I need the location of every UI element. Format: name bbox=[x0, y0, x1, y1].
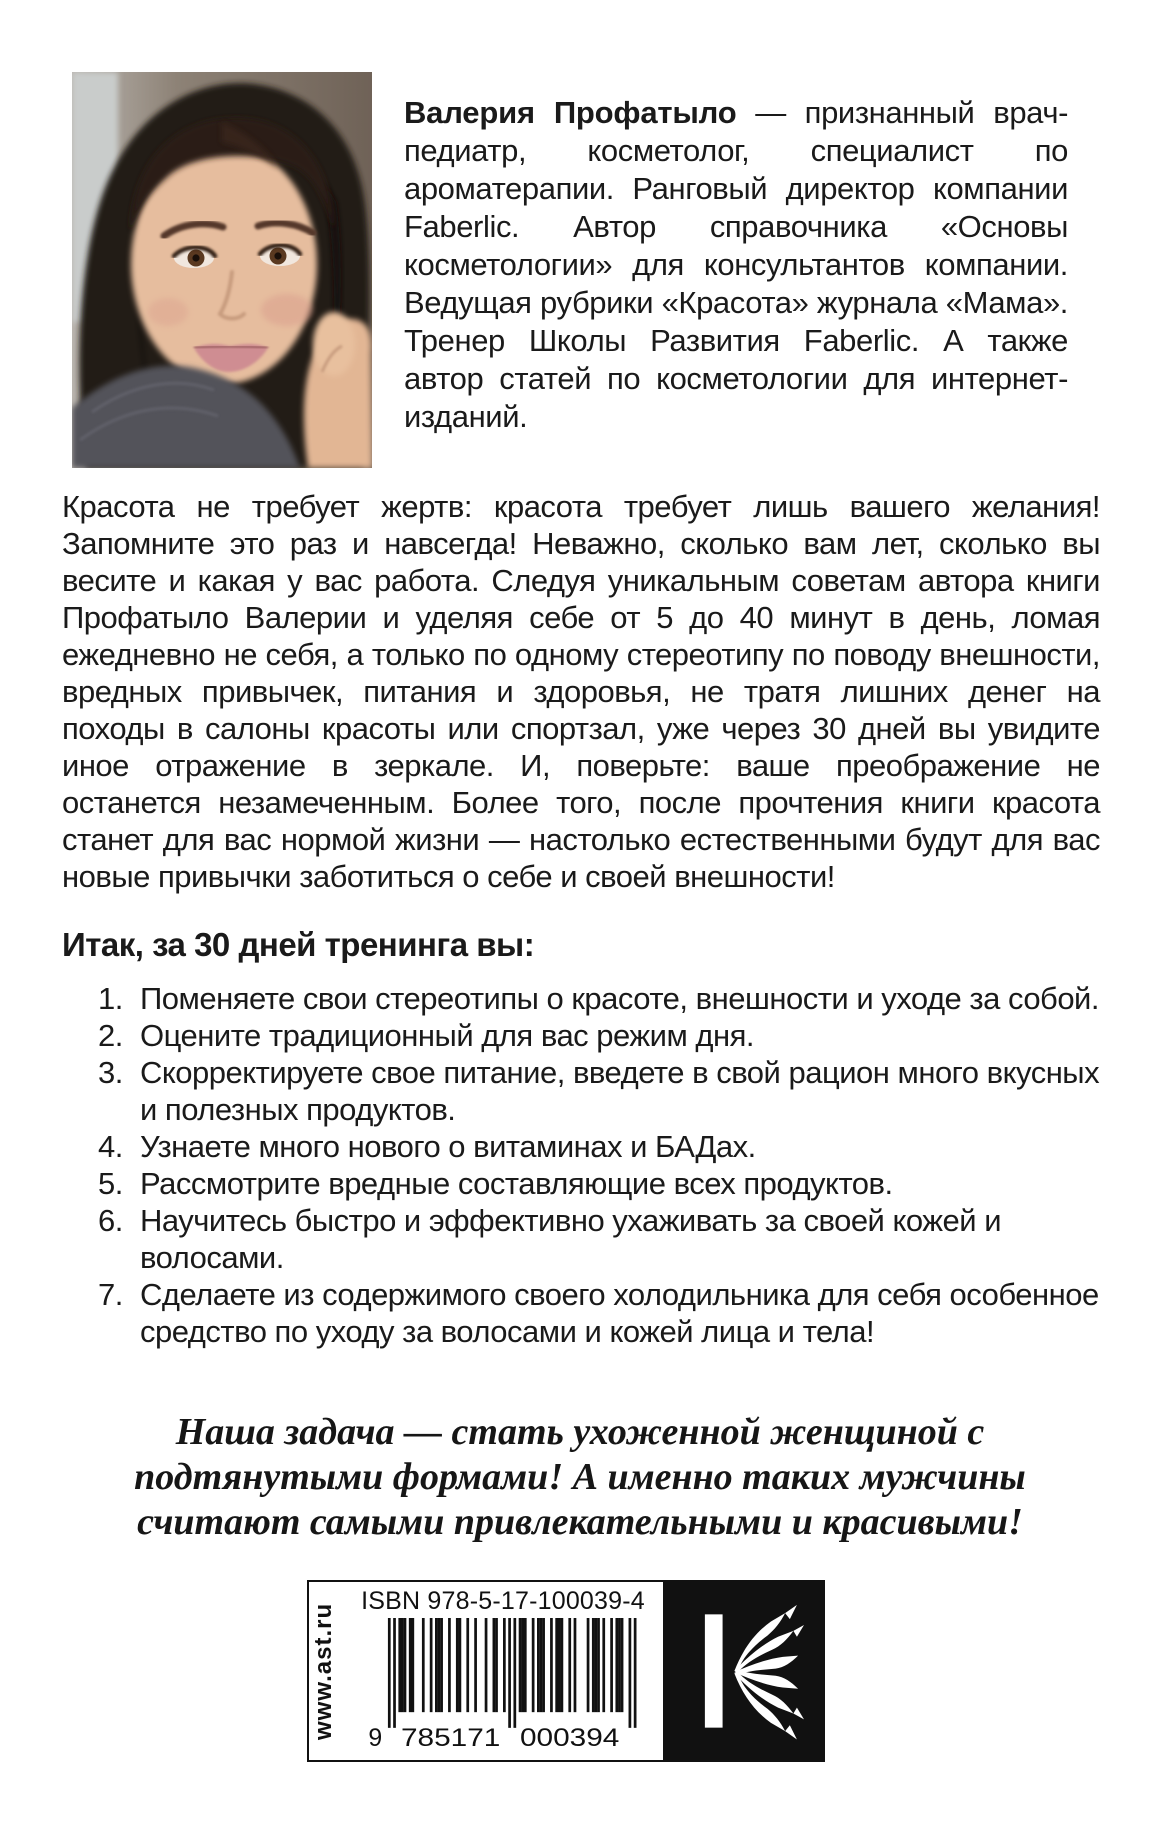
slogan: Наша задача — стать ухоженной женщиной с подтянутыми формами! А именно таких мужчины считают самыми привлекательными и красивыми! bbox=[134, 1411, 1026, 1543]
training-list bbox=[98, 980, 1100, 1350]
item-number: 6. bbox=[98, 1203, 123, 1238]
svg-text:9: 9 bbox=[368, 1725, 383, 1753]
item-number: 5. bbox=[98, 1166, 123, 1201]
training-item bbox=[98, 980, 1100, 1017]
training-item bbox=[98, 1054, 1100, 1128]
barcode-box bbox=[307, 1580, 665, 1762]
training-item bbox=[98, 1128, 1100, 1165]
item-number: 2. bbox=[98, 1018, 123, 1053]
author-bio-text: — признанный врач-педиатр, косметолог, специалист по ароматерапии. Ранговый директор компании Faberlic. Автор справочника «Основы косметологии» для консультантов компании. Ведущая рубрики «Красота» журнала «Мама». Тренер Школы Развития Faberlic. А также автор статей по косметологии для интернет-изданий. bbox=[404, 95, 1068, 434]
barcode-area bbox=[343, 1582, 663, 1760]
item-text: Поменяете свои стереотипы о красоте, внешности и уходе за собой. bbox=[140, 981, 1099, 1016]
item-text: Оцените традиционный для вас режим дня. bbox=[140, 1018, 755, 1053]
author-bio bbox=[404, 72, 1068, 468]
svg-text:785171: 785171 bbox=[401, 1725, 501, 1753]
item-text: Научитесь быстро и эффективно ухаживать за своей кожей и волосами. bbox=[140, 1203, 1002, 1275]
isbn-block bbox=[307, 1580, 825, 1762]
publisher-website: www.ast.ru bbox=[310, 1602, 337, 1740]
top-section bbox=[72, 72, 1100, 468]
item-number: 3. bbox=[98, 1055, 123, 1090]
item-number: 4. bbox=[98, 1129, 123, 1164]
author-portrait-illustration bbox=[72, 72, 372, 468]
svg-text:000394: 000394 bbox=[520, 1725, 620, 1753]
book-pages-k-icon bbox=[686, 1600, 804, 1742]
item-text: Рассмотрите вредные составляющие всех продуктов. bbox=[140, 1166, 893, 1201]
ean13-barcode bbox=[367, 1618, 639, 1754]
training-heading: Итак, за 30 дней тренинга вы: bbox=[62, 926, 535, 963]
item-number: 1. bbox=[98, 981, 123, 1016]
isbn-number: ISBN 978-5-17-100039-4 bbox=[361, 1587, 645, 1615]
author-name: Валерия Профатыло bbox=[404, 95, 737, 130]
training-item bbox=[98, 1017, 1100, 1054]
training-item bbox=[98, 1276, 1100, 1350]
training-item bbox=[98, 1165, 1100, 1202]
author-photo bbox=[72, 72, 372, 468]
training-item bbox=[98, 1202, 1100, 1276]
intro-paragraph: Красота не требует жертв: красота требует лишь вашего желания! Запомните это раз и навсегда! Неважно, сколько вам лет, сколько вы весите и какая у вас работа. Следуя уникальным советам автора книги Профатыло Валерии и уделяя себе от 5 до 40 минут в день, ломая ежедневно не себя, а только по одному стереотипу по поводу внешности, вредных привычек, питания и здоровья, не тратя лишних денег на походы в салоны красоты или спортзал, уже через 30 дней вы увидите иное отражение в зеркале. И, поверьте: ваше преображение не останется незамеченным. Более того, после прочтения книги красота станет для вас нормой жизни — настолько естественными будут для вас новые привычки заботиться о себе и своей внешности! bbox=[62, 489, 1100, 894]
item-text: Сделаете из содержимого своего холодильника для себя особенное средство по уходу за волосами и кожей лица и тела! bbox=[140, 1277, 1099, 1349]
item-text: Узнаете много нового о витаминах и БАДах. bbox=[140, 1129, 756, 1164]
item-text: Скорректируете свое питание, введете в свой рацион много вкусных и полезных продуктов. bbox=[140, 1055, 1100, 1127]
publisher-logo bbox=[665, 1580, 825, 1762]
item-number: 7. bbox=[98, 1277, 123, 1312]
